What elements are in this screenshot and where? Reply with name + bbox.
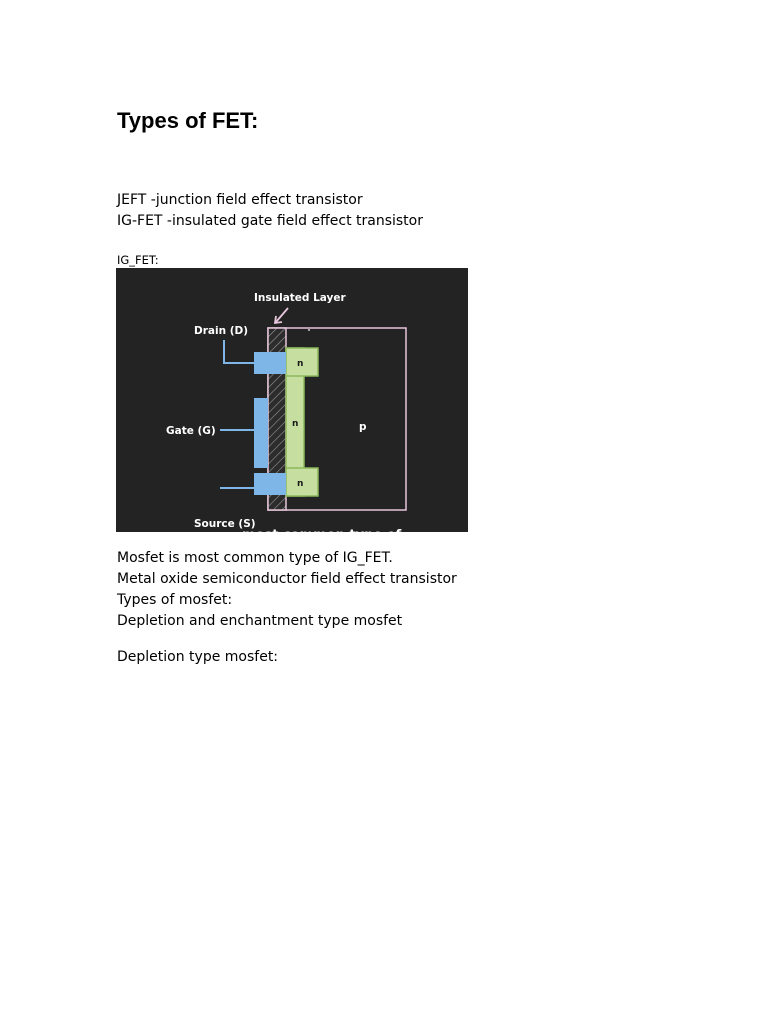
insulated-layer-arrow (276, 308, 288, 322)
insulated-layer-label: Insulated Layer (254, 292, 346, 304)
p-substrate-label: p (359, 421, 367, 433)
drain-lead (224, 340, 254, 363)
mosfet-line-2: Metal oxide semiconductor field effect transistor (117, 571, 457, 587)
n-channel-label: n (292, 419, 299, 429)
mosfet-line-1: Mosfet is most common type of IG_FET. (117, 550, 393, 566)
figure-heading: IG_FET: (117, 253, 159, 267)
diagram-dot (308, 329, 310, 331)
igfet-diagram-svg (116, 268, 468, 543)
drain-label: Drain (D) (194, 325, 249, 337)
mosfet-line-3: Types of mosfet: (117, 592, 233, 608)
n-source-label: n (297, 479, 304, 489)
mosfet-line-4: Depletion and enchantment type mosfet (117, 613, 403, 629)
source-electrode (254, 473, 286, 495)
igfet-diagram (116, 268, 468, 543)
gate-label: Gate (G) (166, 425, 216, 437)
video-caption-fragment: most common type of (242, 528, 402, 543)
fet-type-jfet: JEFT -junction field effect transistor (117, 192, 363, 208)
n-drain-label: n (297, 359, 304, 369)
fet-type-igfet: IG-FET -insulated gate field effect transistor (117, 213, 423, 229)
page-title: Types of FET: (117, 108, 259, 133)
source-label: Source (S) (194, 518, 256, 530)
gate-electrode (254, 398, 268, 468)
drain-electrode (254, 352, 286, 374)
depletion-heading: Depletion type mosfet: (117, 649, 279, 665)
